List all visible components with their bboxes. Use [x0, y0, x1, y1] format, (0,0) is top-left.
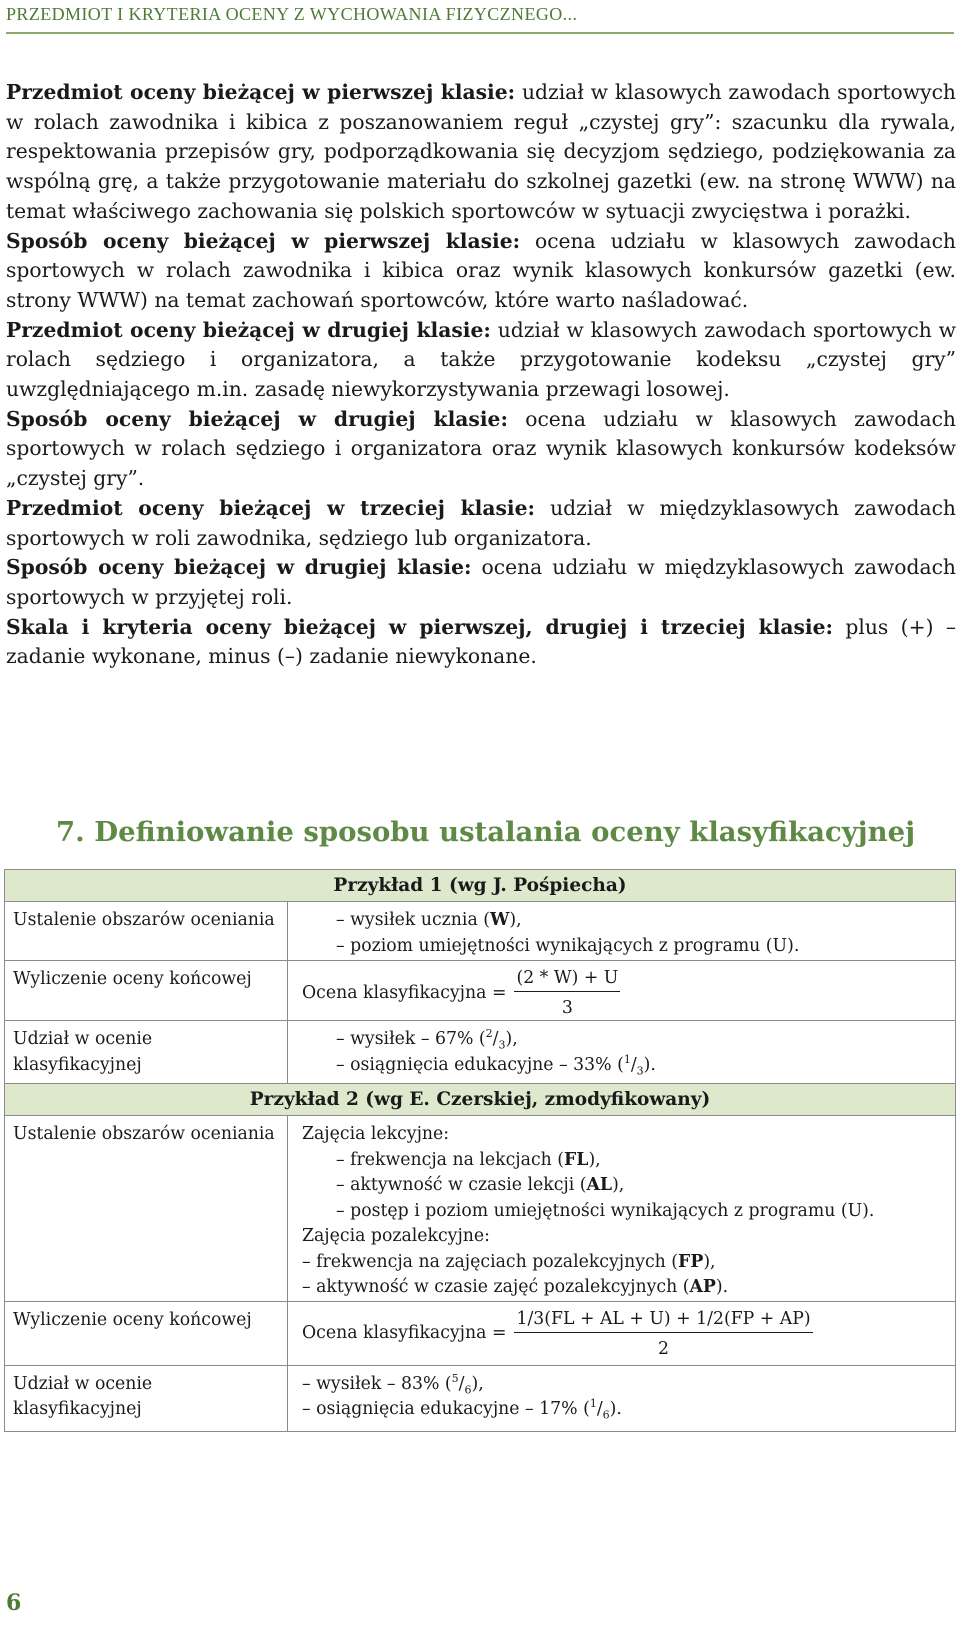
paragraph-text: ocena udziału w międzyklasowych zawodach sportowych w przyjętej roli.: [6, 555, 956, 609]
example2-area-label: Ustalenie obszarów oceniania: [5, 1116, 288, 1302]
list-item: – frekwencja na lekcjach (FL),: [336, 1149, 601, 1170]
example1-header-row: [5, 870, 956, 902]
running-header: [6, 4, 954, 34]
example2-share-label: Udział w ocenie klasyfikacyjnej: [5, 1365, 288, 1431]
example2-share-values: [288, 1365, 956, 1431]
list-item: – osiągnięcia edukacyjne – 33% $(^1/_3)$.: [336, 1052, 656, 1077]
page-number: 6: [6, 1590, 22, 1616]
body-text: [6, 78, 956, 672]
formula-label: Ocena klasyfikacyjna =: [302, 982, 507, 1003]
formula-fraction: [514, 967, 620, 1020]
paragraph: [6, 613, 956, 672]
paragraph-lead: Przedmiot oceny bieżącej w trzeciej klasie:: [6, 495, 536, 520]
example2-title: Przykład 2 (wg E. Czerskiej, zmodyfikowany): [5, 1084, 956, 1116]
list-item: – aktywność w czasie lekcji (AL),: [336, 1175, 625, 1195]
formula-label: Ocena klasyfikacyjna =: [302, 1323, 507, 1344]
list-item: – postęp i poziom umiejętności wynikających z programu (U).: [336, 1200, 875, 1221]
paragraph-lead: Skala i kryteria oceny bieżącej w pierwszej, drugiej i trzeciej klasie:: [6, 614, 834, 639]
paragraph-text: ocena udziału w klasowych zawodach sportowych w rolach zawodnika i kibica oraz wynik klasowych konkursów gazetki (ew. strony WWW) na temat zachowań sportowców, które warto naśladować.: [6, 228, 956, 312]
formula-denominator: 2: [658, 1338, 670, 1359]
paragraph-lead: Sposób oceny bieżącej w pierwszej klasie:: [6, 228, 521, 253]
section-title: 7. Definiowanie sposobu ustalania oceny klasyfikacyjnej: [56, 816, 916, 848]
paragraph: [6, 494, 956, 553]
example1-calc-label: Wyliczenie oceny końcowej: [5, 961, 288, 1021]
paragraph: [6, 405, 956, 494]
list-item: – frekwencja na zajęciach pozalekcyjnych (FP),: [302, 1251, 716, 1272]
list-item: – wysiłek – 67% $(^2/_3)$,: [336, 1027, 518, 1052]
example2-share-row: [5, 1365, 956, 1431]
formula-denominator: 3: [561, 998, 573, 1018]
list-item: – poziom umiejętności wynikających z programu (U).: [336, 935, 800, 956]
example1-title: Przykład 1 (wg J. Pośpiecha): [5, 870, 956, 902]
example1-share-label: Udział w ocenie klasyfikacyjnej: [5, 1021, 288, 1084]
example1-area-values: [288, 902, 956, 961]
example2-formula: [288, 1301, 956, 1365]
example2-area-values: [288, 1116, 956, 1302]
paragraph: [6, 78, 956, 227]
example1-area-label: Ustalenie obszarów oceniania: [5, 902, 288, 961]
example1-area-row: [5, 902, 956, 961]
paragraph-lead: Sposób oceny bieżącej w drugiej klasie:: [6, 406, 508, 431]
example1-share-row: [5, 1021, 956, 1084]
paragraph-text: ocena udziału w klasowych zawodach sportowych w rolach sędziego i organizatora oraz wynik klasowych konkursów kodeksów „czystej gry”.: [6, 406, 956, 491]
paragraph-lead: Przedmiot oceny bieżącej w drugiej klasie:: [6, 317, 491, 342]
formula-fraction: [514, 1308, 812, 1361]
formula-numerator: (2 * W) + U: [514, 967, 620, 992]
running-header-title: PRZEDMIOT I KRYTERIA OCENY Z WYCHOWANIA FIZYCZNEGO...: [6, 4, 578, 24]
example2-area-row: [5, 1116, 956, 1302]
example2-calc-label: Wyliczenie oceny końcowej: [5, 1301, 288, 1365]
group-heading: Zajęcia lekcyjne:: [302, 1124, 450, 1144]
example1-share-values: [288, 1021, 956, 1084]
paragraph: [6, 227, 956, 316]
list-item: – aktywność w czasie zajęć pozalekcyjnych (AP).: [302, 1277, 729, 1297]
paragraph-lead: Sposób oceny bieżącej w drugiej klasie:: [6, 555, 472, 580]
formula-numerator: 1/3(FL + AL + U) + 1/2(FP + AP): [514, 1308, 812, 1333]
example2-calc-row: [5, 1301, 956, 1365]
paragraph-lead: Przedmiot oceny bieżącej w pierwszej klasie:: [6, 80, 516, 104]
list-item: – wysiłek – 83% $(^5/_6)$,: [302, 1371, 484, 1396]
paragraph-text: udział w klasowych zawodach sportowych w rolach zawodnika i kibica z poszanowaniem reguł „czystej gry”: szacunku dla rywala, respektowania przepisów gry, podporządkowania się decyzjom sędziego, podziękowania za wspólną grę, a także przygotowanie materiału do szkolnej gazetki (ew. na stronę WWW) na temat właściwego zachowania się polskich sportowców w sytuacji zwycięstwa i porażki.: [6, 80, 956, 223]
examples-table: [4, 869, 956, 1432]
example1-formula: [288, 961, 956, 1021]
paragraph-text: udział w międzyklasowych zawodach sportowych w roli zawodnika, sędziego lub organizatora.: [6, 495, 956, 550]
paragraph: [6, 553, 956, 612]
list-item: – osiągnięcia edukacyjne – 17% $(^1/_6)$.: [302, 1397, 622, 1422]
list-item: – wysiłek ucznia (W),: [336, 910, 522, 930]
paragraph: [6, 316, 956, 405]
paragraph-text: plus (+) – zadanie wykonane, minus (–) zadanie niewykonane.: [6, 614, 956, 669]
group-heading: Zajęcia pozalekcyjne:: [302, 1226, 490, 1246]
example1-calc-row: [5, 961, 956, 1021]
example2-header-row: [5, 1084, 956, 1116]
paragraph-text: udział w klasowych zawodach sportowych w rolach sędziego i organizatora, a także przygotowanie kodeksu „czystej gry” uwzględniającego m.in. zasadę niewykorzystywania przewagi losowej.: [6, 317, 956, 402]
